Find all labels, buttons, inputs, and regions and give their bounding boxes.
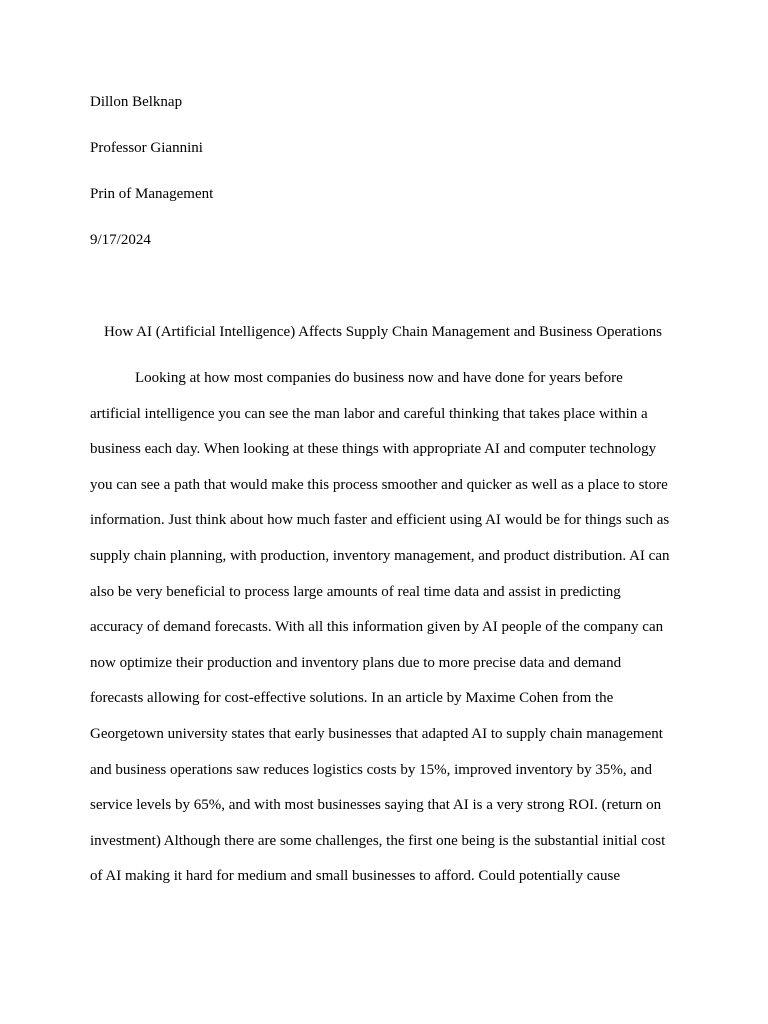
body-paragraph (90, 368, 690, 902)
body-line: you can see a path that would make this process smoother and quicker as well as a place to store (90, 476, 668, 493)
document-date: 9/17/2024 (90, 232, 151, 248)
body-line: service levels by 65%, and with most businesses saying that AI is a very strong ROI. (return on (90, 797, 662, 814)
body-line: information. Just think about how much faster and efficient using AI would be for things such as (90, 512, 670, 529)
body-line: Georgetown university states that early businesses that adapted AI to supply chain management (90, 725, 663, 742)
body-line: of AI making it hard for medium and small businesses to afford. Could potentially cause (90, 868, 621, 885)
body-line: accuracy of demand forecasts. With all this information given by AI people of the company can (90, 619, 664, 636)
body-line: business each day. When looking at these things with appropriate AI and computer technology (90, 441, 657, 458)
author-name: Dillon Belknap (90, 94, 183, 110)
professor-name: Professor Giannini (90, 140, 203, 156)
document-header (90, 92, 690, 276)
body-line: forecasts allowing for cost-effective solutions. In an article by Maxime Cohen from the (90, 690, 614, 707)
document-title: How AI (Artificial Intelligence) Affects Supply Chain Management and Business Operations (104, 324, 662, 340)
body-line: now optimize their production and inventory plans due to more precise data and demand (90, 654, 622, 671)
body-line: also be very beneficial to process large amounts of real time data and assist in predicting (90, 583, 621, 600)
body-line: Looking at how most companies do business now and have done for years before (135, 370, 623, 386)
body-line: supply chain planning, with production, inventory management, and product distribution. AI can (90, 547, 670, 564)
course-name: Prin of Management (90, 186, 214, 202)
body-line: investment) Although there are some challenges, the first one being is the substantial initial cost (90, 832, 666, 849)
body-line: artificial intelligence you can see the man labor and careful thinking that takes place within a (90, 405, 648, 422)
body-line: and business operations saw reduces logistics costs by 15%, improved inventory by 35%, and (90, 761, 652, 778)
